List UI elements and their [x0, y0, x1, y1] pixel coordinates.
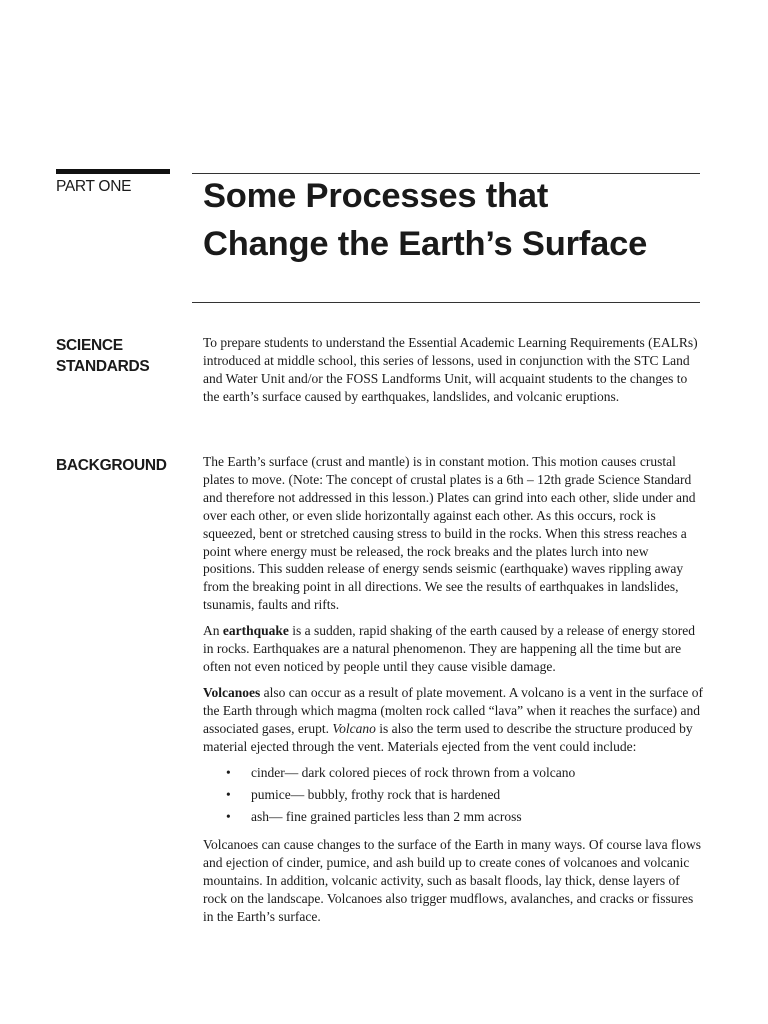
- ejected-materials-list: [203, 764, 703, 827]
- volcanoes-term: Volcanoes: [203, 684, 261, 700]
- science-standards-heading-line-2: STANDARDS: [56, 358, 150, 375]
- page-title-line-1: Some Processes that: [203, 177, 549, 215]
- part-label: PART ONE: [56, 178, 132, 195]
- p3-rest: is also the term used to describe the structure produced by material ejected through the vent. Materials ejected from the vent could include:: [203, 720, 693, 754]
- background-paragraph-4: Volcanoes can cause changes to the surface of the Earth in many ways. Of course lava flows and ejection of cinder, pumice, and ash build up to create cones of volcanoes and volcanic mountains. In addition, volcanic activity, such as basalt floods, lay thick, dense layers of rock on the landscape. Volcanoes also trigger mudflows, avalanches, and cracks or fissures in the Earth’s surface.: [203, 837, 701, 924]
- background-paragraph-2: [203, 622, 703, 676]
- volcano-term: Volcano: [332, 720, 376, 736]
- page-title-line-2: Change the Earth’s Surface: [203, 225, 648, 263]
- title-rule-bottom: [192, 302, 700, 303]
- science-standards-heading-line-1: SCIENCE: [56, 337, 123, 354]
- science-standards-paragraph: To prepare students to understand the Essential Academic Learning Requirements (EALRs) introduced at middle school, this series of lessons, used in conjunction with the STC Land and Water Unit and/or the FOSS Landforms Unit, will acquaint students to the changes to the earth’s surface caused by earthquakes, landslides, and volcanic eruptions.: [203, 335, 698, 404]
- p2-lead: An: [203, 623, 223, 639]
- page-title: [203, 172, 647, 268]
- p2-rest: is a sudden, rapid shaking of the earth caused by a release of energy stored in rocks. Earthquakes are a natural phenomenon. They are happening all the time but are often not even noticed by people until they cause visible damage.: [203, 623, 695, 674]
- list-item: • pumice— bubbly, frothy rock that is hardened: [226, 786, 703, 804]
- science-standards-heading: [56, 335, 166, 377]
- list-item: • ash— fine grained particles less than 2 mm across: [226, 808, 703, 826]
- background-paragraph-3: [203, 684, 703, 756]
- p3-mid: also can occur as a result of plate movement. A volcano is a vent in the surface of the Earth through which magma (molten rock called “lava” when it reaches the surface) and associated gases, erupt.: [203, 684, 703, 736]
- background-heading: BACKGROUND: [56, 457, 167, 474]
- part-label-rule: [56, 169, 170, 174]
- list-item: • cinder— dark colored pieces of rock thrown from a volcano: [226, 764, 703, 782]
- background-body: [203, 453, 703, 934]
- background-paragraph-1: The Earth’s surface (crust and mantle) is in constant motion. This motion causes crustal plates to move. (Note: The concept of crustal plates is a 6th – 12th grade Science Standard and therefore not addressed in this lesson.) Plates can grind into each other, slide under and over each other, or even slide horizontally against each other. As this occurs, rock is squeezed, bent or stretched causing stress to build in the rocks. When this stress reaches a point where energy must be released, the rock breaks and the plates lurch into new positions. This sudden release of energy sends seismic (earthquake) waves rippling away from the breaking point in all directions. We see the results of earthquakes in landslides, tsunamis, faults and rifts.: [203, 454, 696, 613]
- science-standards-body: [203, 334, 703, 414]
- earthquake-term: earthquake: [222, 623, 289, 639]
